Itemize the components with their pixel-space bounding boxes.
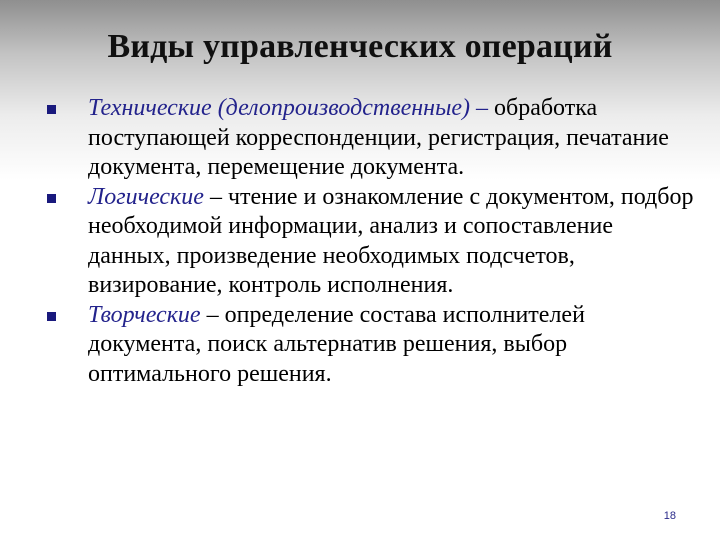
page-number: 18 [663,510,676,522]
bullet-text: обработка поступающей корреспонденции, регистрация, печатание документа, перемещение документа. [88,95,669,180]
bullet-item-logical [44,183,694,301]
slide-title: Виды управленческих операций [107,28,613,65]
bullet-item-technical [44,94,694,183]
bullet-text: – определение состава исполнителей документа, поиск альтернатив решения, выбор оптимального решения. [88,301,585,387]
bullet-item-creative [44,301,694,390]
bullet-text: – чтение и ознакомление с документом, подбор необходимой информации, анализ и сопоставление данных, произведение необходимых подсчетов, визирование, контроль исполнения. [88,183,694,298]
square-bullet-icon [47,312,56,321]
bullet-term: Творческие [88,301,201,328]
bullet-list [44,94,694,389]
bullet-term: Логические [88,183,204,210]
bullet-term: Технические (делопроизводственные) – [88,95,488,121]
square-bullet-icon [47,194,56,203]
square-bullet-icon [47,105,56,114]
